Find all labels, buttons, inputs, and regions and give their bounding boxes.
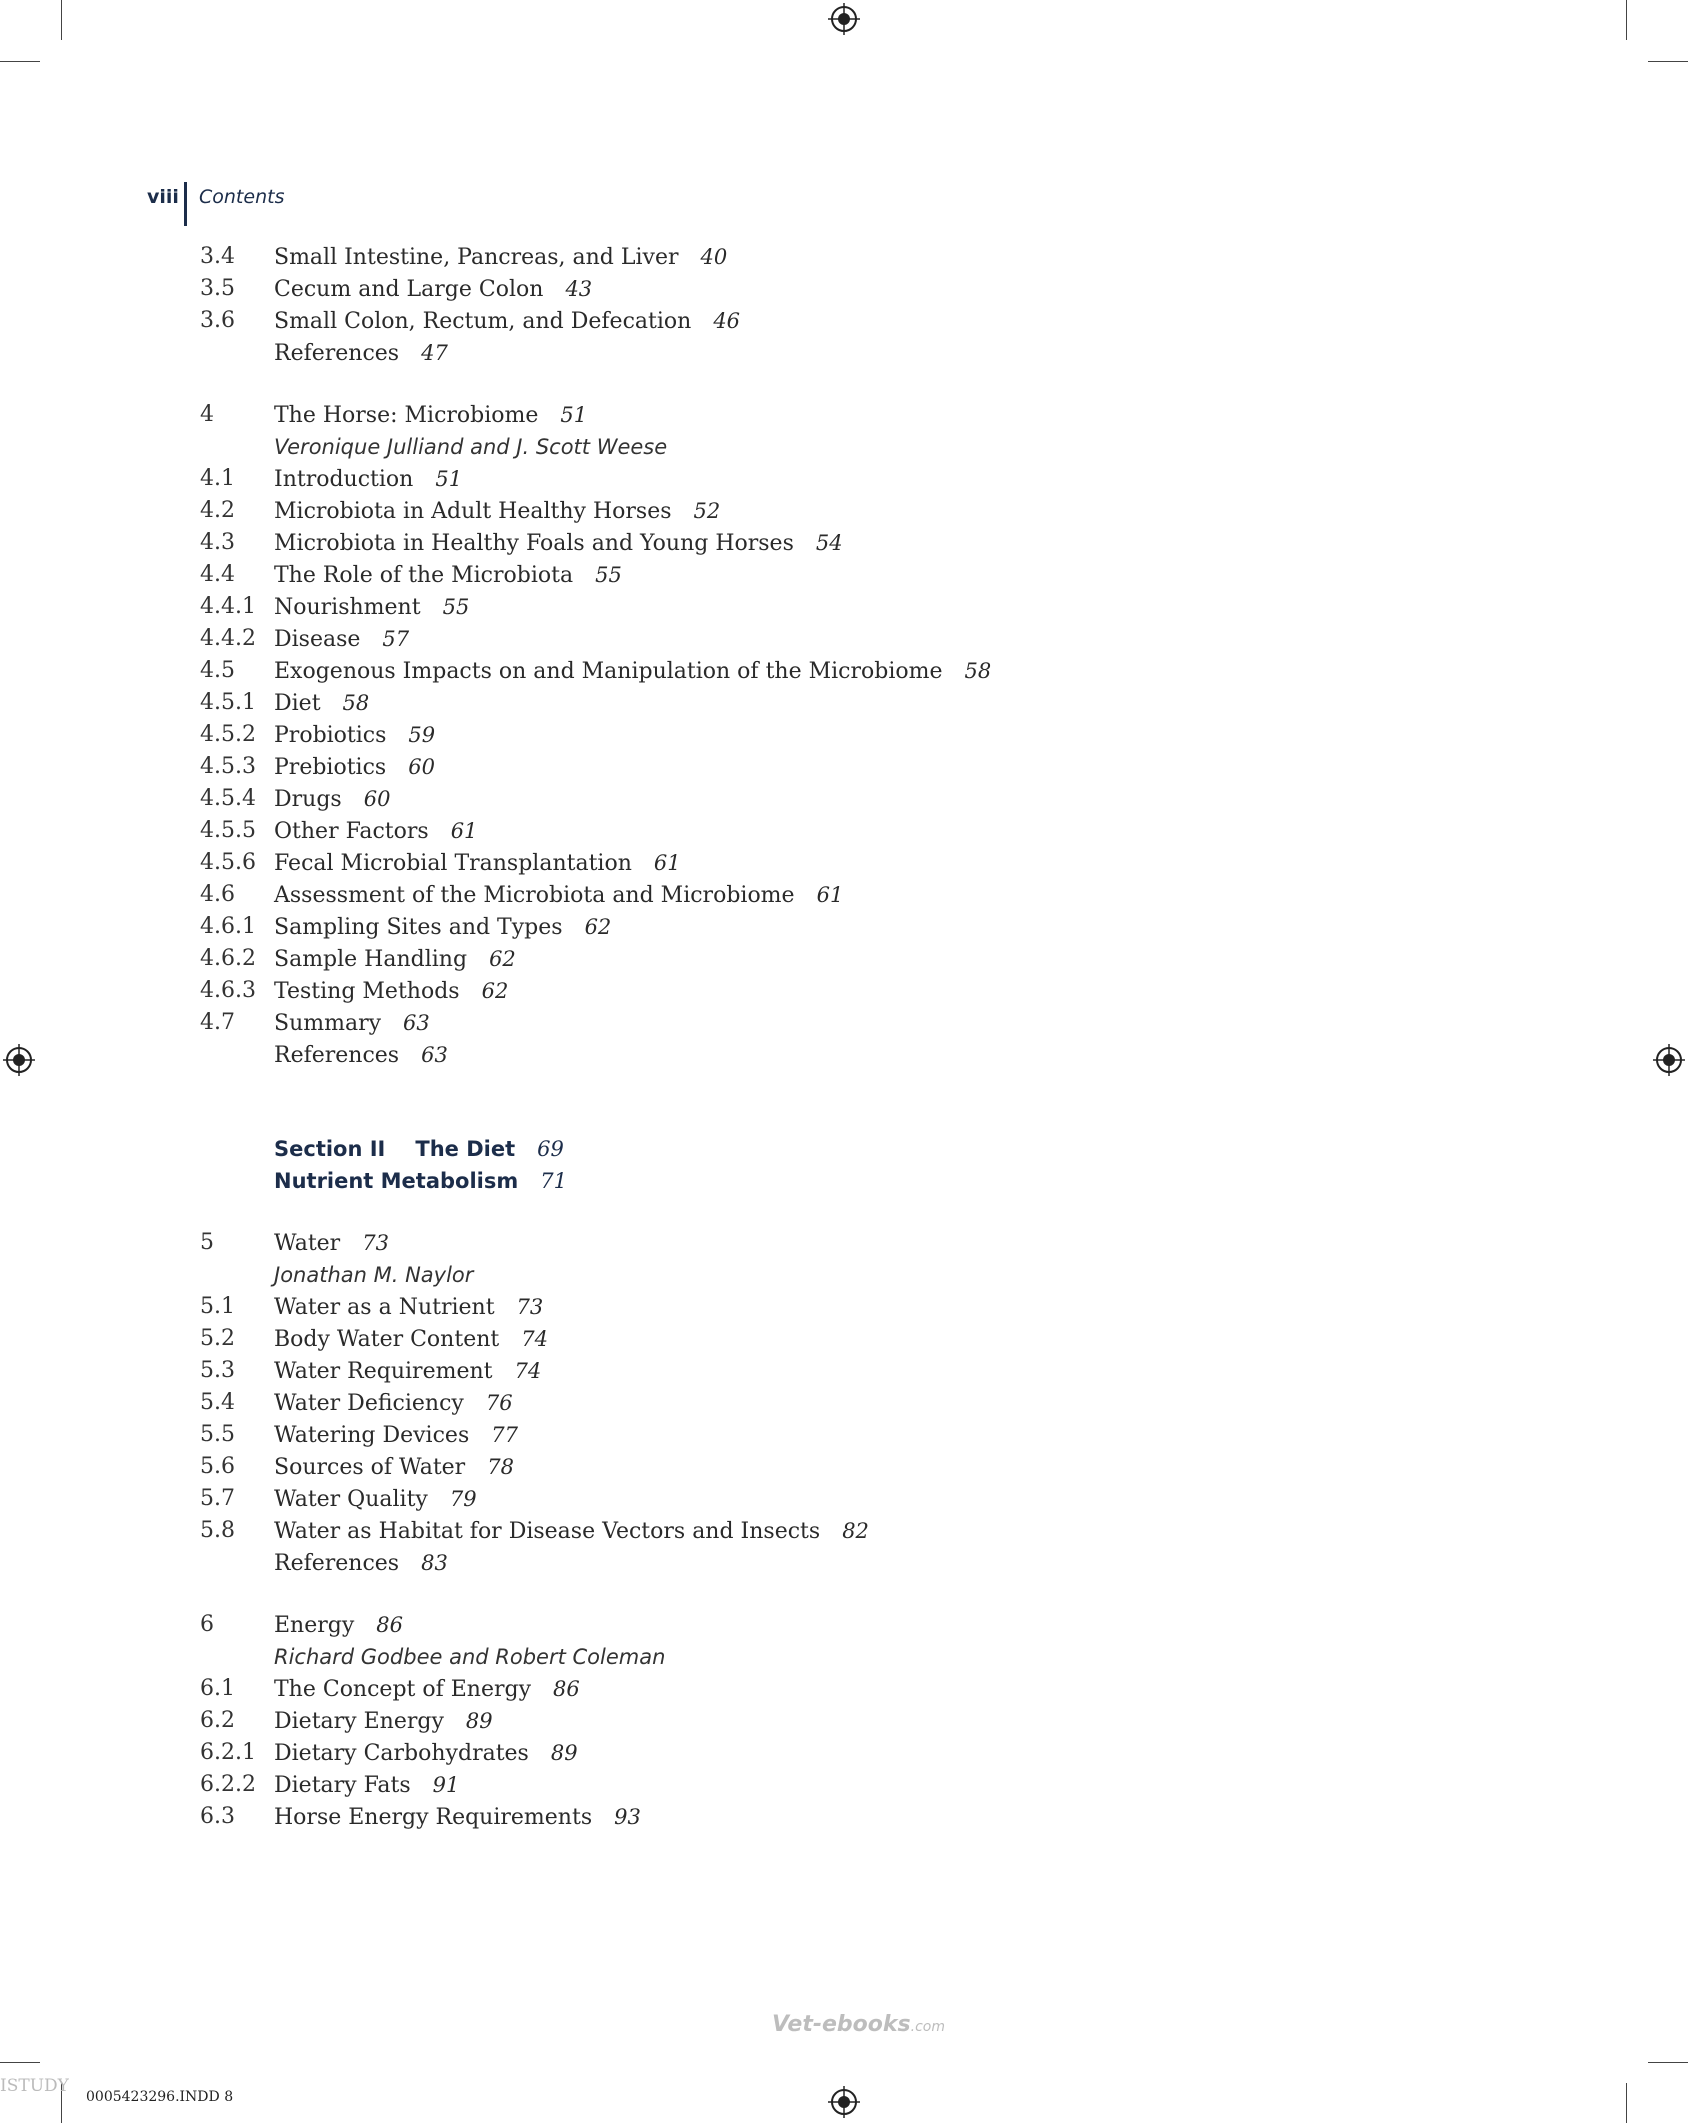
toc-title-text: Small Intestine, Pancreas, and Liver [274, 245, 679, 270]
toc-number: 4.5.2 [200, 722, 256, 747]
toc-title-text: Drugs [274, 787, 342, 812]
toc-title-text: Nutrient Metabolism [274, 1169, 519, 1193]
toc-title-text: References [274, 1551, 400, 1576]
toc-page-number: 62 [584, 915, 612, 939]
toc-number: 4.5.4 [200, 786, 256, 811]
toc-title-text: Jonathan M. Naylor [274, 1263, 474, 1287]
toc-number: 6.3 [200, 1804, 235, 1829]
header-section-title: Contents [199, 186, 285, 208]
toc-title-text: Body Water Content [274, 1327, 500, 1352]
toc-title-text: Water as a Nutrient [274, 1295, 495, 1320]
toc-number: 5.1 [200, 1294, 235, 1319]
toc-page-number: 61 [450, 819, 478, 843]
toc-number: 4.4 [200, 562, 235, 587]
toc-number: 3.6 [200, 308, 235, 333]
toc-title-text: Probiotics [274, 723, 387, 748]
crop-mark [1626, 2083, 1627, 2123]
toc-page-number: 58 [964, 659, 992, 683]
toc-title-text: Sources of Water [274, 1455, 466, 1480]
toc-title [274, 241, 727, 274]
toc-page-number: 89 [550, 1741, 578, 1765]
toc-title-text: Water as Habitat for Disease Vectors and Insects [274, 1519, 821, 1544]
toc-title [274, 527, 843, 560]
toc-title [274, 623, 409, 656]
toc-title [274, 751, 435, 784]
toc-number: 5.4 [200, 1390, 235, 1415]
toc-page-number: 83 [421, 1551, 448, 1575]
toc-title [274, 1451, 514, 1484]
toc-title [274, 1323, 548, 1356]
toc-number: 4.1 [200, 466, 235, 491]
toc-title [274, 1419, 518, 1452]
toc-title [274, 943, 516, 976]
toc-title [274, 1133, 564, 1165]
toc-number: 4.4.2 [200, 626, 256, 651]
toc-page-number: 46 [713, 309, 741, 333]
toc-title [274, 815, 477, 848]
toc-page-number: 54 [815, 531, 843, 555]
toc-number: 6.1 [200, 1676, 235, 1701]
toc-number: 4.5.5 [200, 818, 256, 843]
toc-page-number: 58 [342, 691, 370, 715]
toc-page-number: 57 [382, 627, 410, 651]
toc-title-text: References [274, 341, 400, 366]
toc-title-text: Sampling Sites and Types [274, 915, 563, 940]
toc-number: 3.5 [200, 276, 235, 301]
toc-title [274, 559, 622, 592]
crop-mark [1648, 2062, 1688, 2063]
toc-page-number: 61 [653, 851, 681, 875]
toc-title-text: Diet [274, 691, 321, 716]
toc-number: 4.5.6 [200, 850, 256, 875]
toc-title [274, 687, 369, 720]
toc-page-number: 43 [565, 277, 593, 301]
toc-page-number: 62 [489, 947, 516, 971]
toc-number: 5.3 [200, 1358, 235, 1383]
toc-title-text: Water Requirement [274, 1359, 493, 1384]
toc-title-text: The Horse: Microbiome [274, 403, 539, 428]
toc-title [274, 911, 611, 944]
toc-title-text: References [274, 1043, 400, 1068]
toc-title [274, 273, 592, 306]
crop-mark [0, 61, 40, 62]
toc-page-number: 59 [408, 723, 436, 747]
toc-number: 4.6.2 [200, 946, 256, 971]
toc-number: 6.2.1 [200, 1740, 256, 1765]
crop-mark [61, 0, 62, 40]
toc-number: 3.4 [200, 244, 235, 269]
toc-title-text: The Role of the Microbiota [274, 563, 574, 588]
toc-number: 5.2 [200, 1326, 235, 1351]
toc-number: 5.6 [200, 1454, 235, 1479]
toc-title-text: Horse Energy Requirements [274, 1805, 593, 1830]
toc-title-text: The Diet [415, 1137, 516, 1161]
toc-title [274, 1387, 513, 1420]
toc-page-number: 55 [442, 595, 470, 619]
toc-title [274, 1705, 493, 1738]
toc-title-text: Fecal Microbial Transplantation [274, 851, 632, 876]
toc-page-number: 60 [408, 755, 435, 779]
toc-title [274, 1769, 459, 1802]
toc-title [274, 975, 508, 1008]
toc-title [274, 1515, 869, 1548]
toc-title-text: Water Quality [274, 1487, 428, 1512]
toc-page-number: 77 [491, 1423, 518, 1447]
toc-title [274, 1547, 448, 1580]
toc-number: 5.5 [200, 1422, 235, 1447]
toc-number: 4.5.1 [200, 690, 256, 715]
toc-page-number: 71 [540, 1169, 567, 1193]
toc-title [274, 1483, 477, 1516]
toc-title [274, 1801, 641, 1834]
toc-page-number: 73 [516, 1295, 544, 1319]
toc-page-number: 55 [595, 563, 622, 587]
toc-page-number: 51 [560, 403, 588, 427]
toc-title-text: Testing Methods [274, 979, 460, 1004]
toc-page-number: 62 [481, 979, 509, 1003]
toc-page-number: 52 [693, 499, 721, 523]
crop-mark [1626, 0, 1627, 40]
registration-mark-icon [828, 2086, 860, 2118]
toc-page-number: 93 [614, 1805, 641, 1829]
toc-title-text: Water [274, 1231, 341, 1256]
toc-title-text: Water Deficiency [274, 1391, 464, 1416]
toc-page-number: 63 [421, 1043, 448, 1067]
toc-page-number: 76 [485, 1391, 513, 1415]
toc-number: 5 [200, 1230, 214, 1255]
toc-number: 4.5 [200, 658, 235, 683]
toc-page-number: 86 [553, 1677, 580, 1701]
toc-title-text: Summary [274, 1011, 382, 1036]
toc-number: 4.2 [200, 498, 235, 523]
toc-title [274, 847, 681, 880]
toc-title [274, 1227, 389, 1260]
print-slug-left: ISTUDY [0, 2076, 69, 2096]
toc-title [274, 1291, 543, 1324]
toc-number: 4.4.1 [200, 594, 256, 619]
toc-title [274, 337, 448, 370]
toc-number: 6 [200, 1612, 214, 1637]
toc-title-text: Disease [274, 627, 361, 652]
toc-number: 4.6 [200, 882, 235, 907]
toc-title-text: Introduction [274, 467, 414, 492]
toc-title-text: Cecum and Large Colon [274, 277, 544, 302]
toc-page-number: 86 [376, 1613, 404, 1637]
toc-title [274, 495, 720, 528]
toc-number: 4.5.3 [200, 754, 256, 779]
registration-mark-icon [828, 3, 860, 35]
toc-title [274, 1355, 541, 1388]
toc-title-text: Dietary Carbohydrates [274, 1741, 529, 1766]
toc-page-number: 63 [403, 1011, 430, 1035]
toc-title-text: Other Factors [274, 819, 429, 844]
toc-number: 5.7 [200, 1486, 235, 1511]
crop-mark [1648, 61, 1688, 62]
toc-title [274, 1165, 567, 1197]
toc-title [274, 305, 740, 338]
toc-number: 5.8 [200, 1518, 235, 1543]
header-divider [184, 182, 187, 226]
toc-title [274, 1641, 665, 1673]
toc-page-number: 82 [842, 1519, 869, 1543]
toc-number: 4.6.3 [200, 978, 256, 1003]
page-number: viii [147, 186, 179, 208]
toc-title [274, 591, 469, 624]
toc-title-text: Dietary Fats [274, 1773, 411, 1798]
toc-page-number: 73 [362, 1231, 389, 1255]
toc-title [274, 879, 843, 912]
toc-title-text: Veronique Julliand and J. Scott Weese [274, 435, 668, 459]
toc-title-text: Energy [274, 1613, 355, 1638]
toc-title-text: Richard Godbee and Robert Coleman [274, 1645, 666, 1669]
toc-title [274, 783, 390, 816]
toc-page-number: 79 [449, 1487, 477, 1511]
registration-mark-icon [1653, 1044, 1685, 1076]
toc-page-number: 74 [514, 1359, 542, 1383]
toc-number: 4 [200, 402, 214, 427]
toc-title-text: Nourishment [274, 595, 421, 620]
toc-title-text: Dietary Energy [274, 1709, 444, 1734]
toc-title-text: The Concept of Energy [274, 1677, 532, 1702]
watermark-logo: Vet-ebooks.com [772, 2012, 945, 2037]
toc-title-text: Sample Handling [274, 947, 468, 972]
toc-title-text: Prebiotics [274, 755, 387, 780]
registration-mark-icon [3, 1044, 35, 1076]
toc-title [274, 1673, 580, 1706]
toc-title [274, 1737, 578, 1770]
toc-page-number: 78 [487, 1455, 514, 1479]
toc-title [274, 1609, 403, 1642]
crop-mark [0, 2062, 40, 2063]
toc-page-number: 40 [700, 245, 728, 269]
toc-title-text: Microbiota in Adult Healthy Horses [274, 499, 672, 524]
toc-title [274, 431, 667, 463]
toc-number: 6.2 [200, 1708, 235, 1733]
toc-title [274, 463, 462, 496]
toc-number: 4.6.1 [200, 914, 256, 939]
toc-title-text: Exogenous Impacts on and Manipulation of the Microbiome [274, 659, 943, 684]
toc-title [274, 399, 587, 432]
toc-title-text: Small Colon, Rectum, and Defecation [274, 309, 692, 334]
toc-page-number: 69 [537, 1137, 564, 1161]
toc-number: 4.7 [200, 1010, 235, 1035]
toc-page-number: 74 [521, 1327, 548, 1351]
toc-page-number: 60 [363, 787, 391, 811]
print-slug: 0005423296.INDD 8 [86, 2089, 234, 2105]
toc-page-number: 51 [435, 467, 463, 491]
toc-title [274, 1007, 430, 1040]
toc-title [274, 1259, 473, 1291]
toc-title [274, 1039, 448, 1072]
toc-title-text: Watering Devices [274, 1423, 470, 1448]
toc-number: 4.3 [200, 530, 235, 555]
toc-title-text: Microbiota in Healthy Foals and Young Horses [274, 531, 794, 556]
toc-title-text: Assessment of the Microbiota and Microbiome [274, 883, 795, 908]
section-label: Section II [274, 1137, 386, 1161]
toc-page-number: 47 [421, 341, 448, 365]
toc-page-number: 91 [432, 1773, 460, 1797]
toc-page-number: 89 [465, 1709, 493, 1733]
toc-title [274, 655, 991, 688]
toc-number: 6.2.2 [200, 1772, 256, 1797]
toc-page-number: 61 [816, 883, 844, 907]
toc-title [274, 719, 435, 752]
